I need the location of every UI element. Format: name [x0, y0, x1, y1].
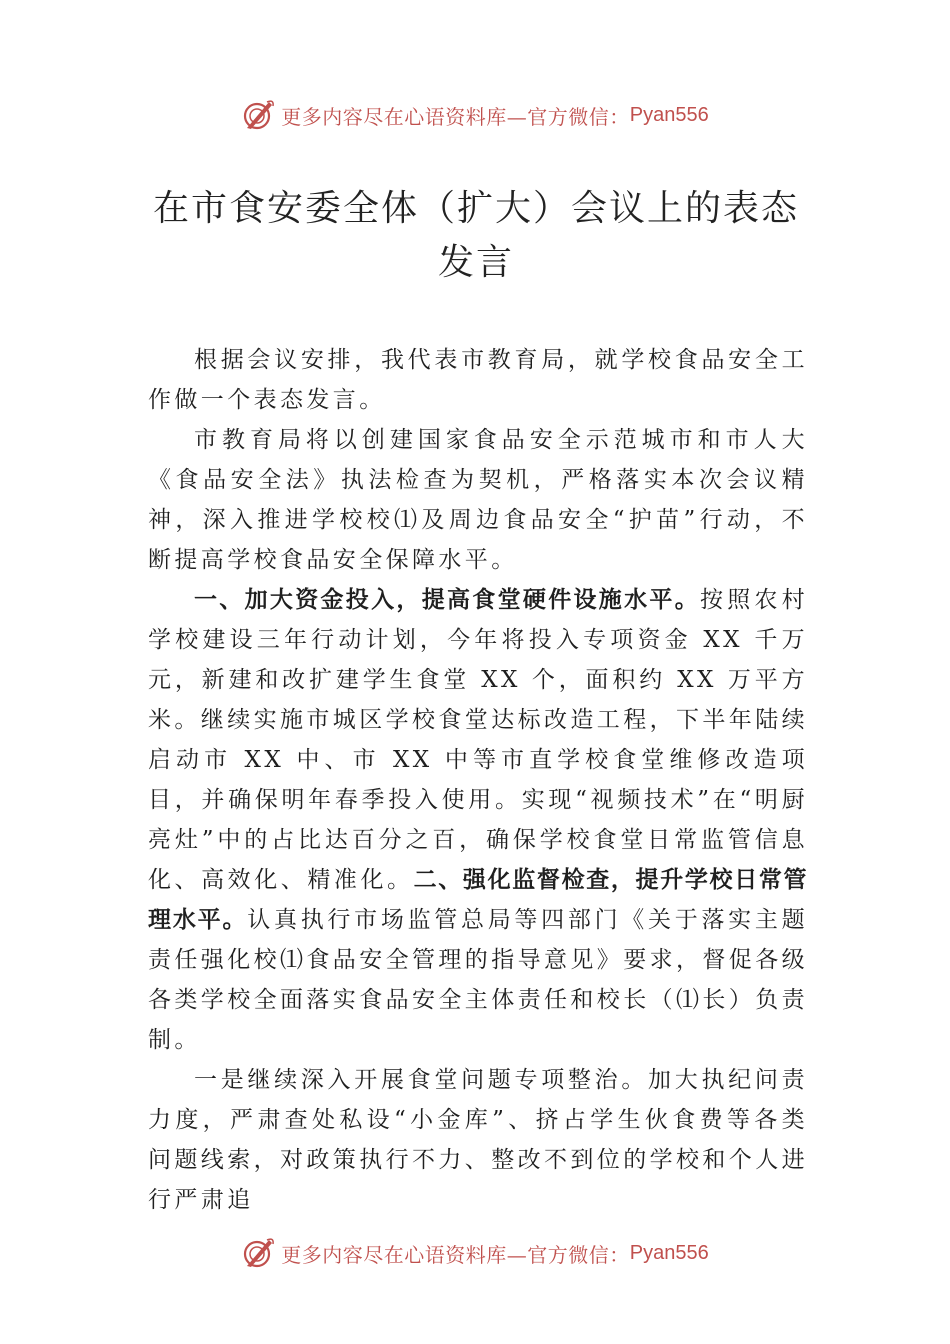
paragraph: [148, 580, 808, 1060]
banner-text: 更多内容尽在心语资料库—官方微信：: [281, 1242, 630, 1267]
banner-wechat-id: Pyan556: [629, 103, 709, 126]
section-text: 按照农村学校建设三年行动计划，今年将投入专项资金 XX 千万元，新建和改扩建学生食堂 XX 个，面积约 XX 万平方米。继续实施市城区学校食堂达标改造工程，下半年陆续启动市 XX 中、市 XX 中等市直学校食堂维修改造项目，并确保明年春季投入使用。实现“视频技术”在“明厨亮灶”中的占比达百分之百，确保学校食堂日常监管信息化、高效化、精准化。: [148, 587, 808, 893]
banner-text: 更多内容尽在心语资料库—官方微信：: [281, 104, 630, 129]
paragraph: 一是继续深入开展食堂问题专项整治。加大执纪问责力度，严肃查处私设“小金库”、挤占学生伙食费等各类问题线索，对政策执行不力、整改不到位的学校和个人进行严肃追: [148, 1067, 808, 1213]
quill-pen-seal-icon: [241, 1236, 275, 1270]
section-heading: 一、加大资金投入，提高食堂硬件设施水平。: [194, 587, 700, 613]
footer-banner: [0, 1233, 950, 1273]
quill-pen-seal-icon: [241, 98, 275, 132]
paragraph: 根据会议安排，我代表市教育局，就学校食品安全工作做一个表态发言。: [148, 347, 808, 413]
section-text: 认真执行市场监管总局等四部门《关于落实主题责任强化校⑴食品安全管理的指导意见》要求，督促各级各类学校全面落实食品安全主体责任和校长（⑴长）负责制。: [148, 907, 808, 1053]
section-heading: 二、强化监督检查，提升学校日常管理水平。: [148, 867, 809, 933]
banner-wechat-id: Pyan556: [629, 1241, 709, 1264]
header-banner: [0, 95, 950, 135]
document-body: [148, 340, 808, 1220]
document-title: 在市食安委全体（扩大）会议上的表态发言: [152, 188, 799, 283]
paragraph: 市教育局将以创建国家食品安全示范城市和市人大《食品安全法》执法检查为契机，严格落实本次会议精神，深入推进学校校⑴及周边食品安全“护苗”行动，不断提高学校食品安全保障水平。: [148, 427, 808, 573]
